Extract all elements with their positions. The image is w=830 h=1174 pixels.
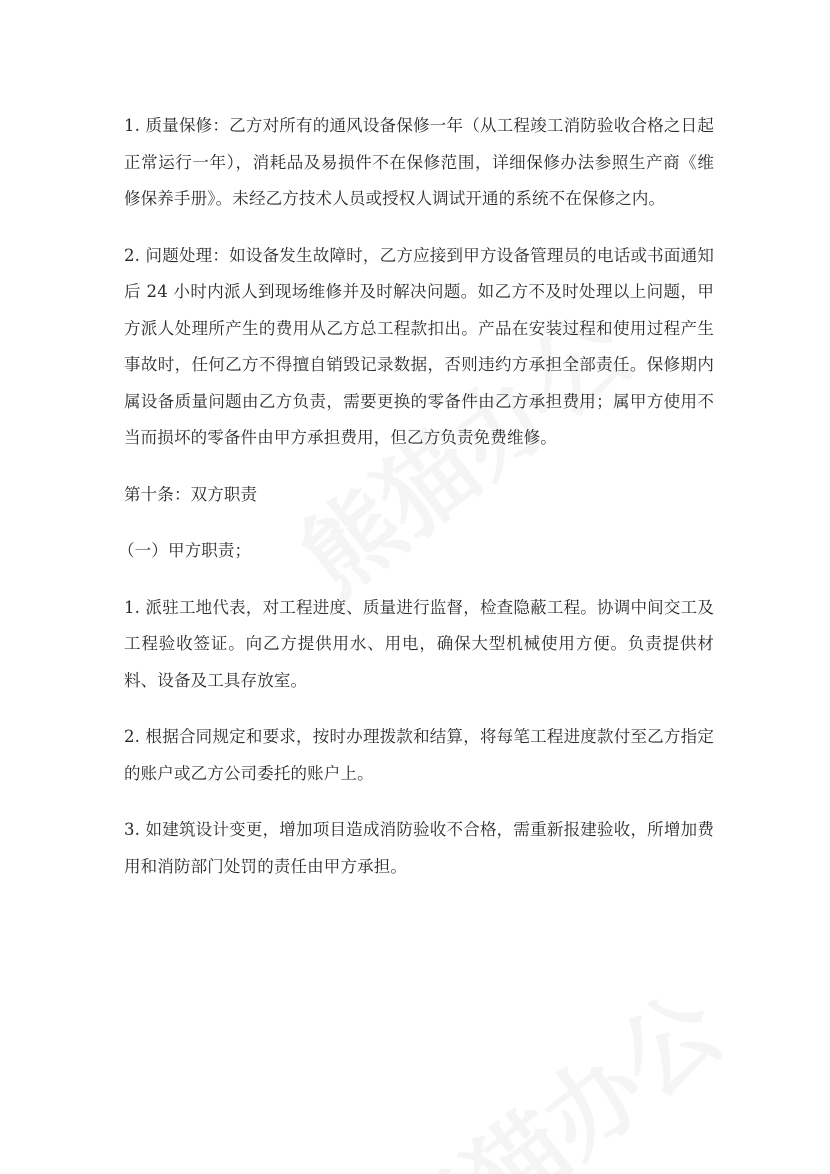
party-a-duty-2: 2. 根据合同规定和要求，按时办理拨款和结算，将每笔工程进度款付至乙方指定的账户或乙方公司委托的账户上。 [124,727,714,783]
watermark [359,956,746,1174]
clause-quality-warranty: 1. 质量保修：乙方对所有的通风设备保修一年（从工程竣工消防验收合格之日起正常运行一年），消耗品及易损件不在保修范围，详细保修办法参照生产商《维修保养手册》。未经乙方技术人员或授权人调试开通的系统不在保修之内。 [124,116,714,208]
party-a-duty-3: 3. 如建筑设计变更，增加项目造成消防验收不合格，需重新报建验收，所增加费用和消防部门处罚的责任由甲方承担。 [124,820,714,876]
article-ten-heading: 第十条：双方职责 [124,484,258,504]
clause-problem-handling: 2. 问题处理：如设备发生故障时，乙方应接到甲方设备管理员的电话或书面通知后 24 小时内派人到现场维修并及时解决问题。如乙方不及时处理以上问题，甲方派人处理所产生的费用从乙方总工程款扣出。产品在安装过程和使用过程产生事故时，任何乙方不得擅自销毁记录数据，否则违约方承担全部责任。保修期内属设备质量问题由乙方负责，需要更换的零备件由乙方承担费用；属甲方使用不当而损坏的零备件由甲方承担费用，但乙方负责免费维修。 [124,245,714,447]
document-body [118,108,714,905]
party-a-duty-1: 1. 派驻工地代表，对工程进度、质量进行监督，检查隐蔽工程。协调中间交工及工程验收签证。向乙方提供用水、用电，确保大型机械使用方便。负责提供材料、设备及工具存放室。 [124,597,714,690]
section-party-a-duties-heading: （一）甲方职责； [118,541,252,560]
